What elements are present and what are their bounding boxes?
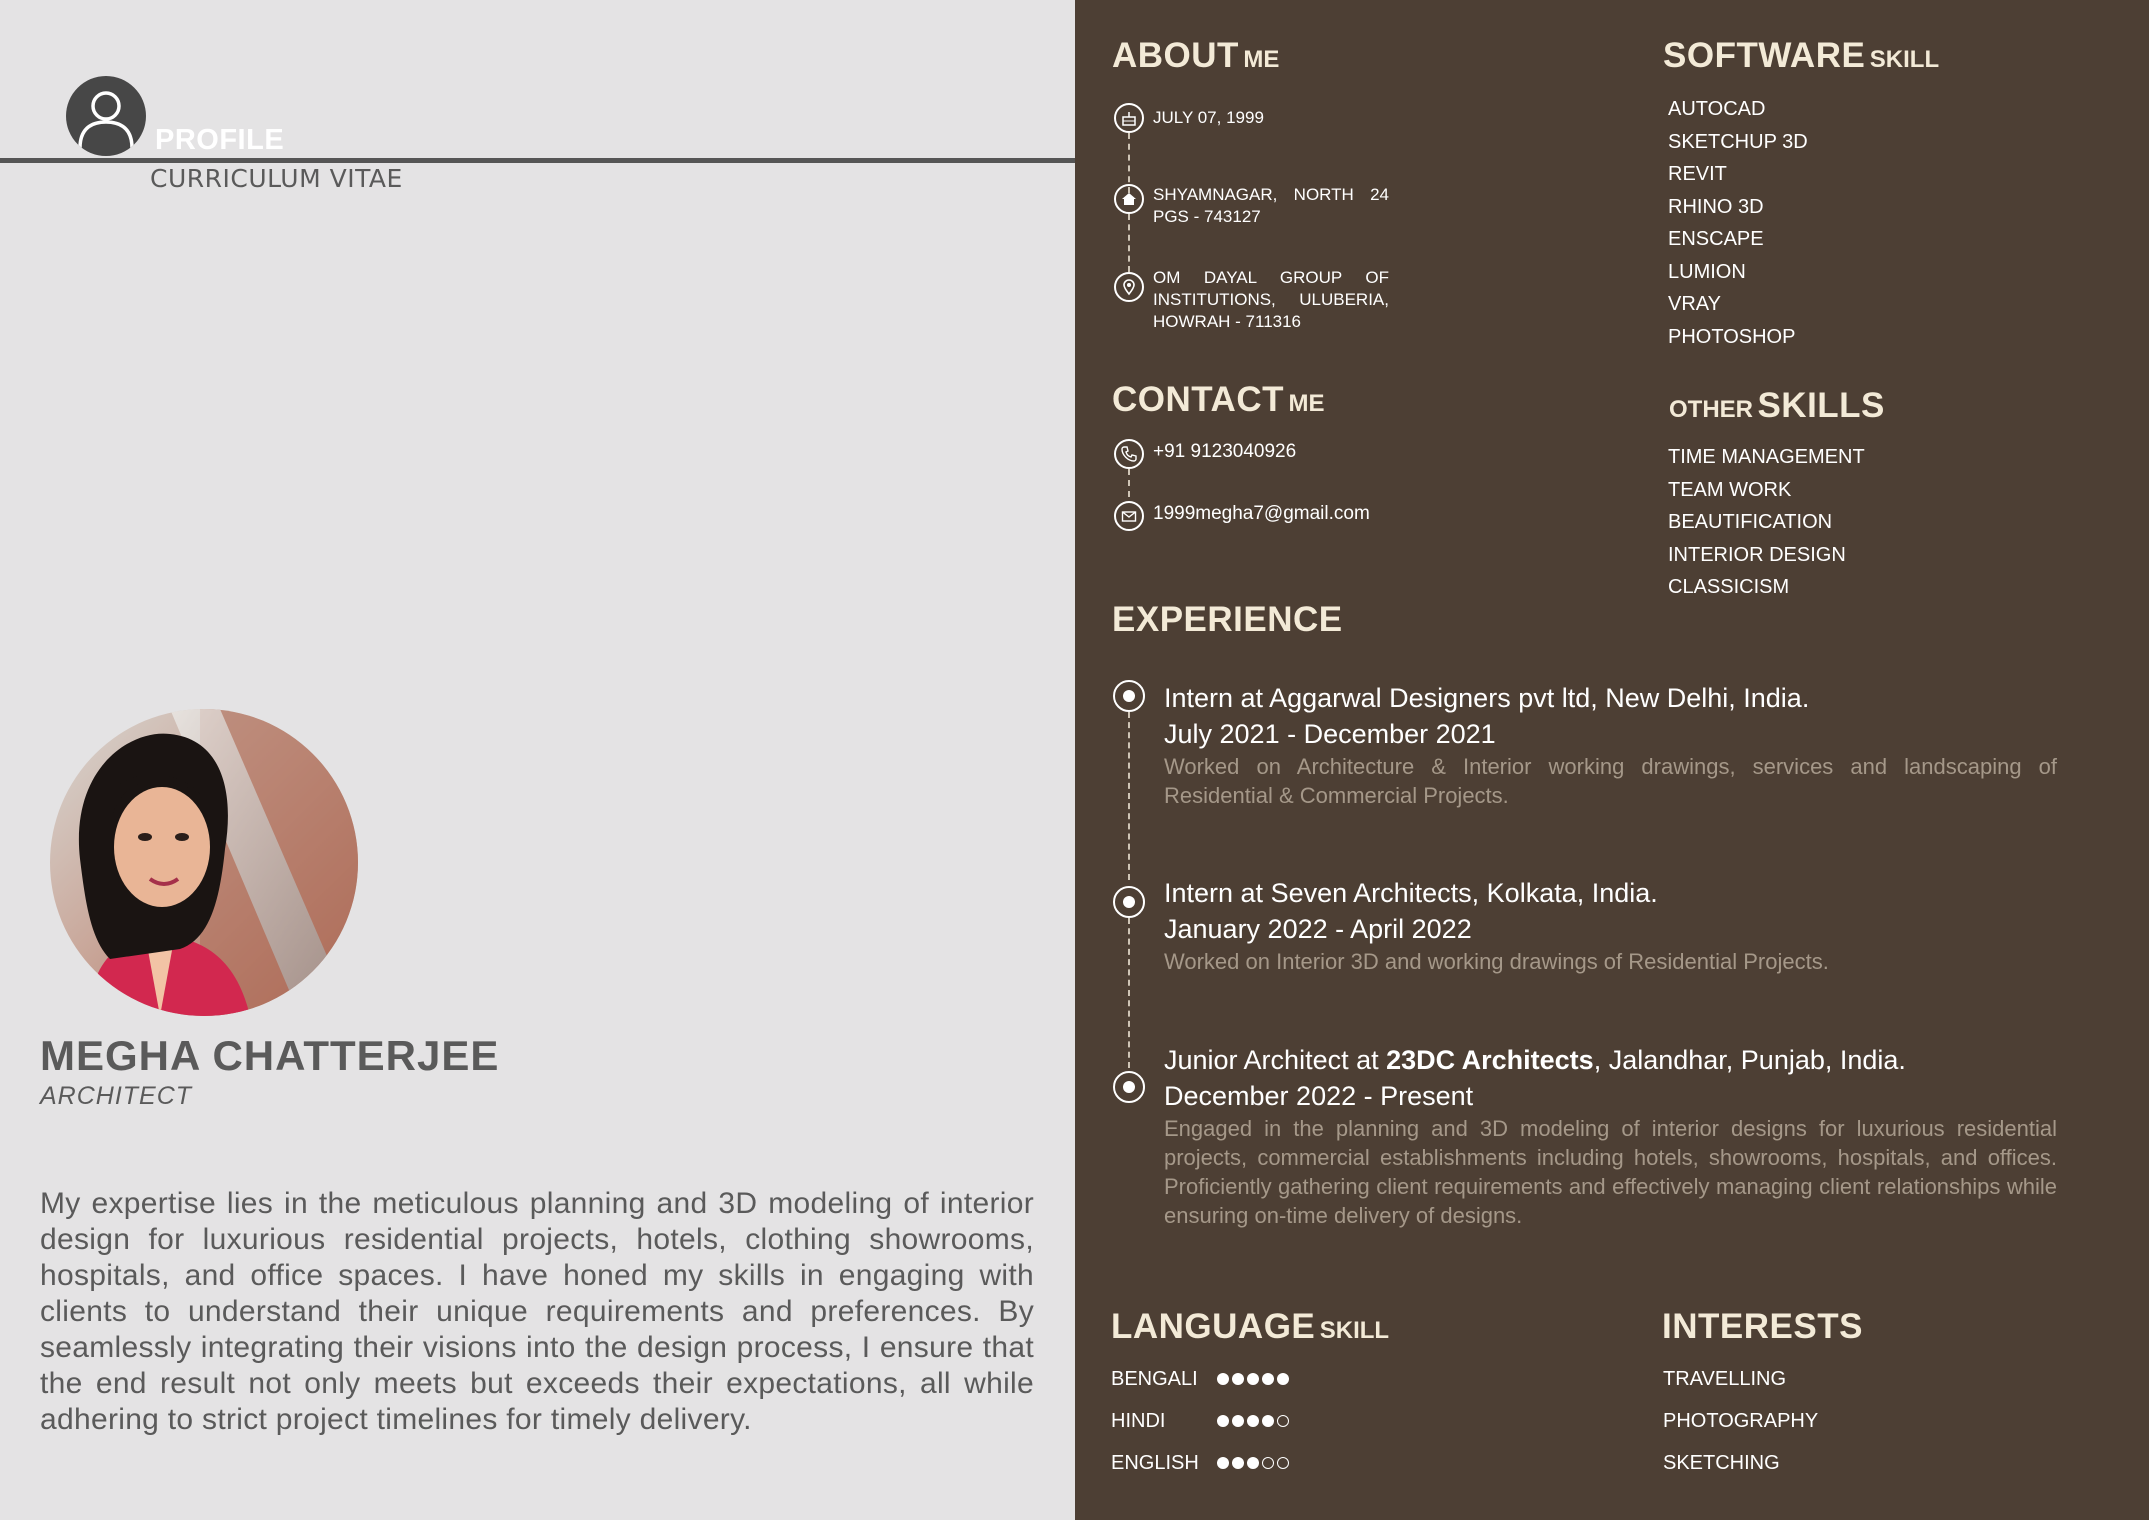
rating-dot-empty-icon	[1277, 1457, 1289, 1469]
rating-dot-filled-icon	[1232, 1457, 1244, 1469]
language-rating	[1217, 1373, 1289, 1385]
rating-dot-filled-icon	[1232, 1373, 1244, 1385]
about-birthdate: JULY 07, 1999	[1153, 108, 1264, 127]
rating-dot-filled-icon	[1232, 1415, 1244, 1427]
profile-divider	[0, 158, 1080, 163]
language-name: HINDI	[1111, 1409, 1166, 1432]
language-row	[1111, 1400, 1289, 1442]
language-name: BENGALI	[1111, 1367, 1198, 1390]
rating-dot-filled-icon	[1262, 1373, 1274, 1385]
timeline-marker-icon	[1113, 1071, 1145, 1103]
phone-icon	[1114, 439, 1144, 469]
interest-item: PHOTOGRAPHY	[1663, 1410, 1819, 1432]
experience-dates: January 2022 - April 2022	[1164, 914, 1472, 944]
experience-title: Intern at Seven Architects, Kolkata, India.	[1164, 878, 1658, 908]
skill-item: TEAM WORK	[1668, 478, 1792, 501]
experience-title: Junior Architect at 23DC Architects, Jalandhar, Punjab, India.	[1164, 1045, 1906, 1075]
software-item: ENSCAPE	[1668, 228, 1764, 250]
about-heading: ABOUT ME	[1112, 36, 1280, 75]
software-item: PHOTOSHOP	[1668, 325, 1796, 348]
cake-icon	[1114, 103, 1144, 133]
interests-heading: INTERESTS	[1662, 1307, 1863, 1346]
software-heading: SOFTWARE SKILL	[1663, 36, 1940, 75]
software-list	[1668, 93, 1808, 353]
home-icon	[1114, 184, 1144, 214]
skill-item: INTERIOR DESIGN	[1668, 543, 1846, 566]
timeline-marker-icon	[1113, 886, 1145, 918]
experience-description: Worked on Architecture & Interior working drawings, services and landscaping of Residential & Commercial Projects.	[1164, 754, 2057, 808]
experience-item	[1164, 875, 2057, 976]
language-row	[1111, 1358, 1289, 1400]
contact-email[interactable]: 1999megha7@gmail.com	[1153, 503, 1370, 524]
user-avatar-icon	[66, 76, 146, 156]
about-address: SHYAMNAGAR, NORTH 24 PGS - 743127	[1153, 185, 1389, 226]
software-item: VRAY	[1668, 293, 1721, 315]
experience-description: Worked on Interior 3D and working drawings of Residential Projects.	[1164, 949, 1829, 974]
cv-subtitle: CURRICULUM VITAE	[150, 164, 403, 193]
interest-item: TRAVELLING	[1663, 1368, 1786, 1390]
timeline-marker-icon	[1113, 680, 1145, 712]
software-item: LUMION	[1668, 260, 1746, 283]
rating-dot-filled-icon	[1217, 1373, 1229, 1385]
email-icon	[1114, 501, 1144, 531]
profile-summary: My expertise lies in the meticulous planning and 3D modeling of interior design for luxurious residential projects, hotels, clothing showrooms, hospitals, and office spaces. I have honed my skills in engaging with clients to understand their unique requirements and preferences. By seamlessly integrating their visions into the design process, I ensure that the end result not only meets but exceeds their expectations, all while adhering to strict project timelines for timely delivery.	[40, 1187, 1034, 1436]
experience-timeline-connector	[1128, 918, 1130, 1068]
person-name: MEGHA CHATTERJEE	[40, 1032, 500, 1079]
experience-dates: July 2021 - December 2021	[1164, 719, 1496, 749]
experience-item	[1164, 1042, 2057, 1230]
experience-title: Intern at Aggarwal Designers pvt ltd, New Delhi, India.	[1164, 683, 1810, 713]
about-institution: OM DAYAL GROUP OF INSTITUTIONS, ULUBERIA, HOWRAH - 711316	[1153, 268, 1389, 331]
software-item: AUTOCAD	[1668, 98, 1766, 120]
profile-photo	[50, 709, 358, 1016]
language-name: ENGLISH	[1111, 1451, 1199, 1474]
rating-dot-filled-icon	[1247, 1415, 1259, 1427]
software-item: RHINO 3D	[1668, 195, 1764, 218]
contact-phone[interactable]: +91 9123040926	[1153, 441, 1297, 462]
software-item: SKETCHUP 3D	[1668, 130, 1808, 153]
rating-dot-filled-icon	[1277, 1373, 1289, 1385]
experience-heading: EXPERIENCE	[1112, 600, 1343, 639]
skill-item: BEAUTIFICATION	[1668, 511, 1833, 533]
person-role: ARCHITECT	[40, 1082, 193, 1110]
profile-heading: PROFILE	[155, 124, 285, 156]
interests-list	[1663, 1358, 1818, 1484]
experience-timeline-connector	[1128, 712, 1130, 880]
contact-heading: CONTACT ME	[1112, 380, 1325, 419]
rating-dot-empty-icon	[1277, 1415, 1289, 1427]
rating-dot-filled-icon	[1247, 1373, 1259, 1385]
interest-item: SKETCHING	[1663, 1452, 1780, 1474]
language-rating	[1217, 1457, 1289, 1469]
about-timeline-connector	[1128, 214, 1130, 272]
other-skills-list	[1668, 441, 1865, 604]
language-rating	[1217, 1415, 1289, 1427]
rating-dot-filled-icon	[1262, 1415, 1274, 1427]
language-list	[1111, 1358, 1289, 1484]
language-row	[1111, 1442, 1289, 1484]
software-item: REVIT	[1668, 163, 1727, 185]
experience-dates: December 2022 - Present	[1164, 1081, 1474, 1111]
contact-timeline-connector	[1128, 469, 1130, 497]
language-heading: LANGUAGE SKILL	[1111, 1307, 1390, 1346]
rating-dot-empty-icon	[1262, 1457, 1274, 1469]
experience-item	[1164, 680, 2057, 810]
other-skills-heading: OTHER SKILLS	[1669, 386, 1885, 425]
experience-description: Engaged in the planning and 3D modeling of interior designs for luxurious residential projects, commercial establishments including hotels, showrooms, hospitals, and offices. Proficiently gathering client requirements and effectively managing client relationships while ensuring on-time delivery of designs.	[1164, 1116, 2057, 1228]
rating-dot-filled-icon	[1247, 1457, 1259, 1469]
skill-item: TIME MANAGEMENT	[1668, 446, 1865, 468]
rating-dot-filled-icon	[1217, 1457, 1229, 1469]
location-pin-icon	[1114, 272, 1144, 302]
rating-dot-filled-icon	[1217, 1415, 1229, 1427]
right-panel	[1075, 0, 2149, 1520]
skill-item: CLASSICISM	[1668, 576, 1790, 598]
